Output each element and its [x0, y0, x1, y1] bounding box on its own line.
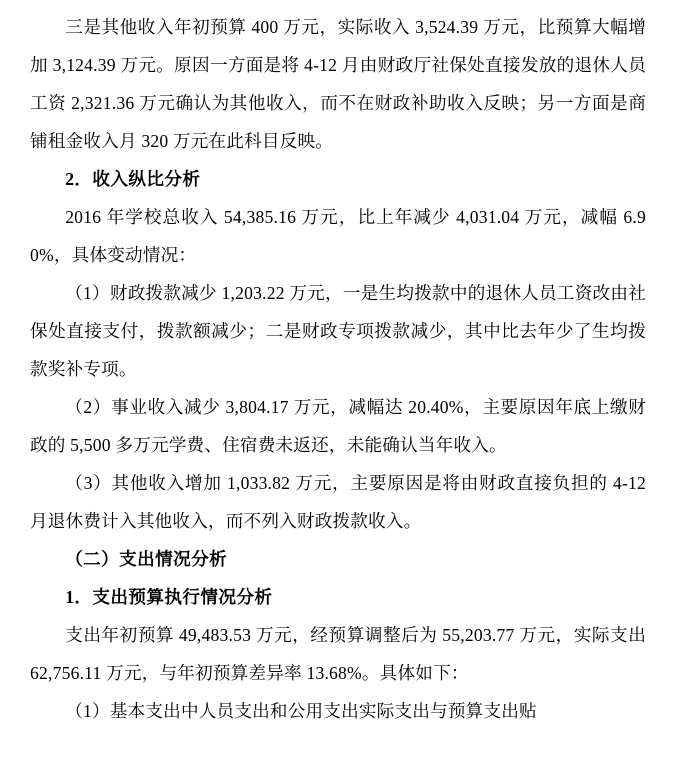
paragraph-income-item-1: （1）财政拨款减少 1,203.22 万元，一是生均拨款中的退休人员工资改由社保处直接支付，拨款额减少；二是财政专项拨款减少，其中比去年少了生均拨款奖补专项。: [30, 283, 646, 379]
paragraph-income-item-2: （2）事业收入减少 3,804.17 万元，减幅达 20.40%，主要原因年底上缴财政的 5,500 多万元学费、住宿费未返还，未能确认当年收入。: [30, 397, 646, 455]
paragraph-other-income-budget: 三是其他收入年初预算 400 万元，实际收入 3,524.39 万元，比预算大幅增加 3,124.39 万元。原因一方面是将 4-12 月由财政厅社保处直接发放的退休人员工资 2,321.36 万元确认为其他收入，而不在财政补助收入反映；另一方面是商铺租金收入月 320 万元在此科目反映。: [30, 17, 646, 151]
heading-expenditure-budget-execution: 1．支出预算执行情况分析: [65, 587, 273, 607]
paragraph-expenditure-budget: 支出年初预算 49,483.53 万元，经预算调整后为 55,203.77 万元，实际支出 62,756.11 万元，与年初预算差异率 13.68%。具体如下：: [30, 625, 646, 683]
heading-vertical-income-analysis: 2．收入纵比分析: [65, 169, 201, 189]
heading-expenditure-analysis: （二）支出情况分析: [65, 549, 228, 569]
paragraph-expenditure-item-1: （1）基本支出中人员支出和公用支出实际支出与预算支出贴: [65, 701, 537, 721]
paragraph-income-item-3: （3）其他收入增加 1,033.82 万元，主要原因是将由财政直接负担的 4-12 月退休费计入其他收入，而不列入财政拨款收入。: [30, 473, 646, 531]
paragraph-total-income-2016: 2016 年学校总收入 54,385.16 万元，比上年减少 4,031.04 万元，减幅 6.90%，具体变动情况：: [30, 207, 646, 265]
